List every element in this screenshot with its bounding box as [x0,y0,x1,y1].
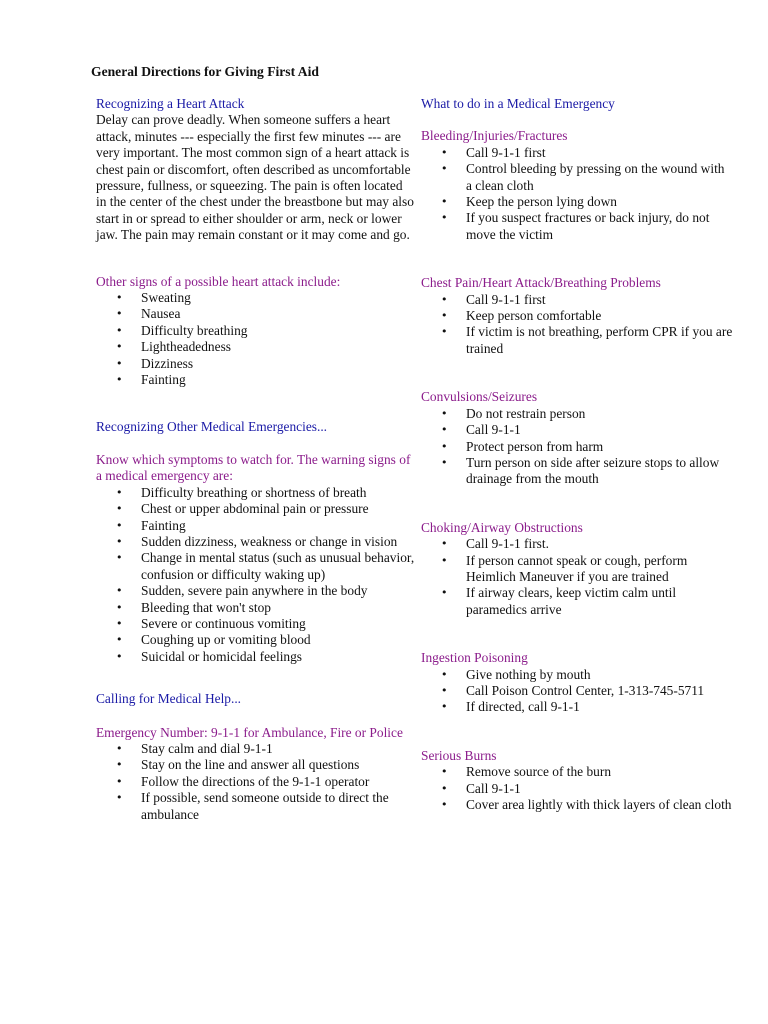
list-item: • Call 9-1-1 first. [421,536,733,552]
seizures-heading: Convulsions/Seizures [421,389,538,405]
list-item: • Sudden, severe pain anywhere in the body [96,583,416,599]
emergency-number-heading: Emergency Number: 9-1-1 for Ambulance, Fire or Police [96,724,403,740]
symptoms-list [96,485,416,665]
poisoning-list [421,667,733,716]
choking-heading: Choking/Airway Obstructions [421,519,583,535]
list-item: • Nausea [96,306,416,322]
list-item: • Do not restrain person [421,406,733,422]
list-item: • Difficulty breathing [96,323,416,339]
list-item: • Call 9-1-1 [421,422,733,438]
list-item: • If possible, send someone outside to direct the ambulance [96,790,416,823]
right-column [421,96,733,813]
list-item: • If directed, call 9-1-1 [421,699,733,715]
list-item: • Control bleeding by pressing on the wound with a clean cloth [421,161,733,194]
list-item: • Turn person on side after seizure stops to allow drainage from the mouth [421,455,733,488]
seizures-list [421,406,733,488]
list-item: • Change in mental status (such as unusual behavior, confusion or difficulty waking up) [96,550,416,583]
left-column [96,96,416,823]
list-item: • Keep the person lying down [421,194,733,210]
bleeding-list [421,145,733,243]
list-item: • Sweating [96,290,416,306]
other-signs-list [96,290,416,388]
list-item: • Dizziness [96,356,416,372]
list-item: • Remove source of the burn [421,764,733,780]
list-item: • If person cannot speak or cough, perform Heimlich Maneuver if you are trained [421,553,733,586]
list-item: • Severe or continuous vomiting [96,616,416,632]
list-item: • Stay on the line and answer all questions [96,757,416,773]
list-item: • Stay calm and dial 9-1-1 [96,741,416,757]
burns-heading: Serious Burns [421,747,497,763]
list-item: • If victim is not breathing, perform CPR if you are trained [421,324,733,357]
list-item: • Call 9-1-1 first [421,292,733,308]
list-item: • If you suspect fractures or back injury, do not move the victim [421,210,733,243]
bleeding-heading: Bleeding/Injuries/Fractures [421,128,568,144]
heart-attack-heading: Recognizing a Heart Attack [96,96,245,111]
burns-list [421,764,733,813]
other-emergencies-heading: Recognizing Other Medical Emergencies... [96,418,328,434]
list-item: • Lightheadedness [96,339,416,355]
list-item: • Call 9-1-1 [421,781,733,797]
other-signs-heading: Other signs of a possible heart attack include: [96,273,341,289]
list-item: • Keep person comfortable [421,308,733,324]
list-item: • Cover area lightly with thick layers of clean cloth [421,797,733,813]
heart-attack-paragraph: Delay can prove deadly. When someone suffers a heart attack, minutes --- especially the first few minutes --- are very important. The most common sign of a heart attack is chest pain or discomfort, often described as uncomfortable pressure, fullness, or squeezing. The pain is often located in the center of the chest under the breastbone but may also start in or spread to either shoulder or arm, neck or lower jaw. The pain may remain constant or it may come and go. [96,112,414,243]
chest-pain-list [421,292,733,358]
list-item: • If airway clears, keep victim calm until paramedics arrive [421,585,733,618]
list-item: • Fainting [96,372,416,388]
calling-steps-list [96,741,416,823]
list-item: • Chest or upper abdominal pain or pressure [96,501,416,517]
poisoning-heading: Ingestion Poisoning [421,650,528,666]
list-item: • Follow the directions of the 9-1-1 operator [96,774,416,790]
list-item: • Sudden dizziness, weakness or change in vision [96,534,416,550]
list-item: • Bleeding that won't stop [96,600,416,616]
document-title: General Directions for Giving First Aid [91,64,319,79]
list-item: • Fainting [96,518,416,534]
list-item: • Suicidal or homicidal feelings [96,649,416,665]
symptoms-heading: Know which symptoms to watch for. The warning signs of a medical emergency are: [96,451,411,484]
choking-list [421,536,733,618]
list-item: • Coughing up or vomiting blood [96,632,416,648]
chest-pain-heading: Chest Pain/Heart Attack/Breathing Problems [421,275,661,291]
calling-heading: Calling for Medical Help... [96,691,242,707]
list-item: • Protect person from harm [421,439,733,455]
list-item: • Difficulty breathing or shortness of breath [96,485,416,501]
list-item: • Call Poison Control Center, 1-313-745-5711 [421,683,733,699]
list-item: • Give nothing by mouth [421,667,733,683]
list-item: • Call 9-1-1 first [421,145,733,161]
medical-emergency-heading: What to do in a Medical Emergency [421,96,615,111]
